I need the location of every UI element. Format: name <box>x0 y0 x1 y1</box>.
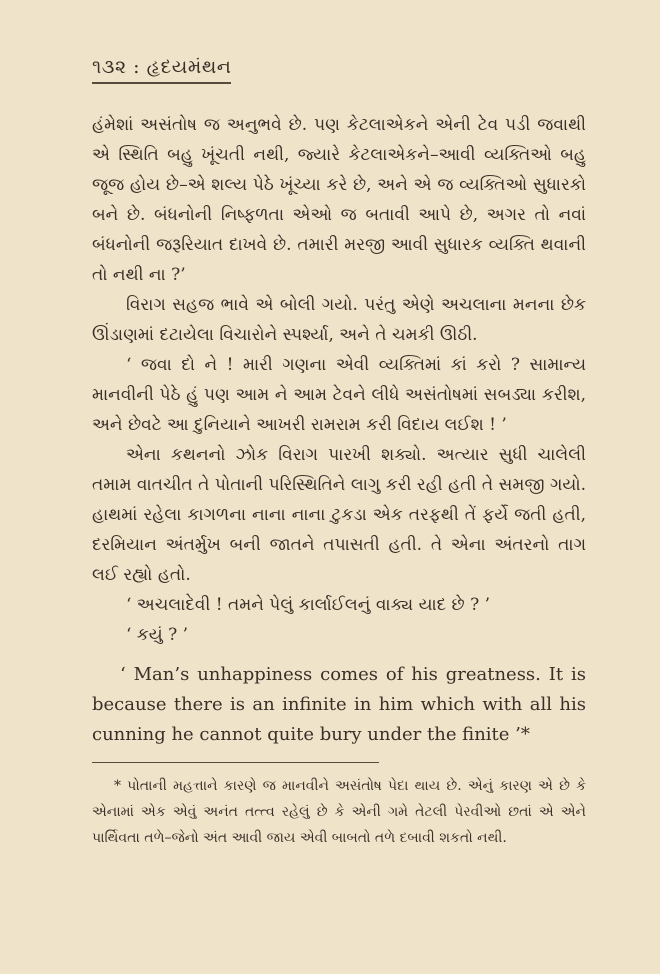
paragraph-1: હંમેશાં અસંતોષ જ અનુભવે છે. પણ કેટલાએકને એની ટેવ પડી જવાથી એ સ્થિતિ બહુ ખૂંચતી નથી, જ્યારે કેટલાએકને–આવી વ્યક્તિઓ બહુ જૂજ હોય છે–એ શલ્ય પેઠે ખૂંચ્યા કરે છે, અને એ જ વ્યક્તિઓ સુધારકો બને છે. બંધનોની નિષ્ફળતા એઓ જ બતાવી આપે છે, અગર તો નવાં બંધનોની જરૂરિયાત દાખવે છે. તમારી મરજી આવી સુધારક વ્યક્તિ થવાની તો નથી ના ?’ <box>92 115 586 285</box>
paragraph-2: વિરાગ સહજ ભાવે એ બોલી ગયો. પરંતુ એણે અચલાના મનના છેક ઊંડાણમાં દટાયેલા વિચારોને સ્પર્શ્યા, અને તે ચમકી ઊઠી. <box>92 295 586 345</box>
paragraph-4: એના કથનનો ઝોક વિરાગ પારખી શક્યો. અત્યાર સુધી ચાલેલી તમામ વાતચીત તે પોતાની પરિસ્થિતિને લાગુ કરી રહી હતી તે સમજી ગયો. હાથમાં રહેલા કાગળના નાના નાના ટુકડા એક તરફથી તેં ફર્યે જતી હતી, દરમિયાન અંતર્મુખ બની જાતને તપાસતી હતી. તે એના અંતરનો તાગ લઈ રહ્યો હતો. <box>92 445 586 585</box>
book-title: હૃદયમંથન <box>146 56 232 78</box>
body-text <box>92 110 586 650</box>
header-separator: : <box>133 56 141 78</box>
paragraph-5: ‘ અચલાદેવી ! તમને પેલું કાર્લાઈલનું વાક્ય યાદ છે ? ’ <box>126 595 491 615</box>
footnote-divider <box>92 762 379 763</box>
paragraph-3: ‘ જવા દો ને ! મારી ગણના એવી વ્યક્તિમાં કાં કરો ? સામાન્ય માનવીની પેઠે હું પણ આમ ને આમ ટેવને લીધે અસંતોષમાં સબડ્યા કરીશ, અને છેવટે આ દુનિયાને આખરી રામરામ કરી વિદાય લઈશ ! ’ <box>92 355 586 435</box>
english-quote: ‘ Man’s unhappiness comes of his greatness. It is because there is an infinite in him which with all his cunning he cannot quite bury under the finite ’* <box>92 664 586 745</box>
footnote: * પોતાની મહત્તાને કારણે જ માનવીને અસંતોષ પેદા થાય છે. એનું કારણ એ છે કે એનામાં એક એવું અનંત તત્ત્વ રહેલું છે કે એની ગમે તેટલી પેરવીઓ છતાં એ એને પાર્થિવતા તળે–જેનો અંત આવી જાય એવી બાબતો તળે દબાવી શકતો નથી. <box>92 778 586 846</box>
page-number: ૧૩૨ <box>92 56 127 78</box>
running-header <box>92 56 231 84</box>
paragraph-6: ‘ કયું ? ’ <box>126 625 189 645</box>
